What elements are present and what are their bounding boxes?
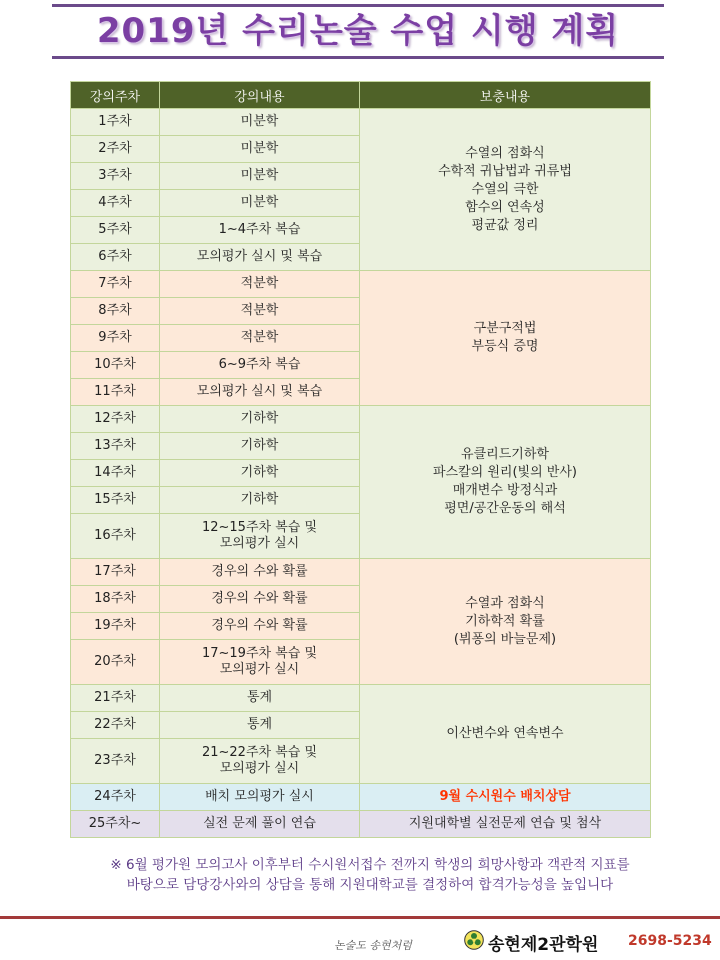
content-cell <box>160 613 360 640</box>
footnote-line-2: 바탕으로 담당강사와의 상담을 통해 지원대학교를 결정하여 합격가능성을 높입니다 <box>126 877 614 893</box>
week-cell: 9주차 <box>71 325 160 352</box>
supplement-line: 수열의 극한 <box>471 181 539 197</box>
content-line: 모의평가 실시 <box>219 761 300 776</box>
content-cell <box>160 433 360 460</box>
content-line: 모의평가 실시 <box>219 536 300 551</box>
supplement-cell <box>360 271 651 406</box>
content-cell <box>160 586 360 613</box>
content-line: 미분학 <box>240 195 279 210</box>
content-line: 적분학 <box>240 303 279 318</box>
content-line: 모의평가 실시 <box>219 662 300 677</box>
supplement-cell <box>360 406 651 559</box>
week-cell: 7주차 <box>71 271 160 298</box>
content-cell <box>160 640 360 685</box>
content-cell: 배치 모의평가 실시 <box>160 784 360 811</box>
table-header-row <box>71 82 651 109</box>
week-cell: 21주차 <box>71 685 160 712</box>
supplement-cell <box>360 685 651 784</box>
content-line: 21~22주차 복습 및 <box>201 745 318 760</box>
content-line: 미분학 <box>240 168 279 183</box>
schedule-table <box>70 81 651 838</box>
content-line: 6~9주차 복습 <box>218 357 301 372</box>
header-week: 강의주차 <box>71 82 160 109</box>
week-cell: 20주차 <box>71 640 160 685</box>
supplement-cell: 지원대학별 실전문제 연습 및 첨삭 <box>360 811 651 838</box>
header-supplement: 보충내용 <box>360 82 651 109</box>
footer-rule <box>0 916 720 919</box>
table-row-row25 <box>71 811 651 838</box>
content-cell <box>160 712 360 739</box>
content-cell <box>160 406 360 433</box>
footer <box>0 930 720 956</box>
content-line: 기하학 <box>240 411 279 426</box>
week-cell: 6주차 <box>71 244 160 271</box>
supplement-line: 이산변수와 연속변수 <box>446 726 564 741</box>
trefoil-emblem-icon <box>464 930 484 950</box>
footnote <box>40 855 700 895</box>
footer-brand: 송현제2관학원 <box>488 935 599 955</box>
title-banner <box>52 4 664 60</box>
week-cell: 1주차 <box>71 109 160 136</box>
content-line: 미분학 <box>240 114 279 129</box>
table-row-row24 <box>71 784 651 811</box>
week-cell: 25주차~ <box>71 811 160 838</box>
week-cell: 12주차 <box>71 406 160 433</box>
table-row <box>71 109 651 136</box>
content-cell <box>160 739 360 784</box>
content-cell <box>160 379 360 406</box>
week-cell: 18주차 <box>71 586 160 613</box>
week-cell: 16주차 <box>71 514 160 559</box>
content-line: 경우의 수와 확률 <box>211 564 308 579</box>
week-cell: 15주차 <box>71 487 160 514</box>
content-cell <box>160 271 360 298</box>
week-cell: 11주차 <box>71 379 160 406</box>
content-cell <box>160 487 360 514</box>
content-line: 적분학 <box>240 276 279 291</box>
content-line: 적분학 <box>240 330 279 345</box>
supplement-line: 구분구적법 <box>473 321 537 336</box>
week-cell: 13주차 <box>71 433 160 460</box>
supplement-line: 평면/공간운동의 해석 <box>444 501 566 516</box>
supplement-line: 함수의 연속성 <box>465 199 545 215</box>
content-cell <box>160 460 360 487</box>
content-line: 기하학 <box>240 492 279 507</box>
title-bottom-rule <box>52 56 664 59</box>
week-cell: 22주차 <box>71 712 160 739</box>
table-row <box>71 559 651 586</box>
week-cell: 5주차 <box>71 217 160 244</box>
content-cell <box>160 217 360 244</box>
content-cell <box>160 244 360 271</box>
supplement-line: 평균값 정리 <box>471 217 539 233</box>
content-line: 기하학 <box>240 465 279 480</box>
content-line: 모의평가 실시 및 복습 <box>196 249 323 264</box>
content-cell <box>160 685 360 712</box>
content-cell <box>160 352 360 379</box>
content-line: 기하학 <box>240 438 279 453</box>
table-row <box>71 685 651 712</box>
table-body <box>71 109 651 838</box>
supplement-line: 유클리드기하학 <box>461 447 549 462</box>
supplement-line: (뷔퐁의 바늘문제) <box>453 631 557 647</box>
content-line: 통계 <box>246 717 273 732</box>
week-cell: 2주차 <box>71 136 160 163</box>
week-cell: 4주차 <box>71 190 160 217</box>
week-cell: 8주차 <box>71 298 160 325</box>
content-cell <box>160 514 360 559</box>
content-line: 1~4주차 복습 <box>218 222 301 237</box>
table-row <box>71 271 651 298</box>
content-line: 미분학 <box>240 141 279 156</box>
supplement-cell <box>360 559 651 685</box>
footnote-line-1: ※ 6월 평가원 모의고사 이후부터 수시원서접수 전까지 학생의 희망사항과 객관적 지표를 <box>110 857 630 873</box>
content-cell <box>160 136 360 163</box>
content-cell <box>160 109 360 136</box>
supplement-cell: 9월 수시원수 배치상담 <box>360 784 651 811</box>
content-cell <box>160 559 360 586</box>
week-cell: 14주차 <box>71 460 160 487</box>
week-cell: 10주차 <box>71 352 160 379</box>
supplement-line: 수학적 귀납법과 귀류법 <box>438 163 572 179</box>
week-cell: 23주차 <box>71 739 160 784</box>
week-cell: 3주차 <box>71 163 160 190</box>
supplement-line: 수열의 점화식 <box>465 145 545 161</box>
week-cell: 17주차 <box>71 559 160 586</box>
supplement-line: 기하학적 확률 <box>465 613 545 629</box>
supplement-line: 파스칼의 원리(빛의 반사) <box>433 465 577 480</box>
content-cell <box>160 298 360 325</box>
footer-slogan: 논술도 송현처럼 <box>334 939 412 952</box>
content-cell <box>160 325 360 352</box>
content-cell <box>160 163 360 190</box>
week-cell: 24주차 <box>71 784 160 811</box>
content-line: 모의평가 실시 및 복습 <box>196 384 323 399</box>
supplement-line: 매개변수 방정식과 <box>452 483 558 498</box>
supplement-line: 수열과 점화식 <box>465 595 545 611</box>
content-line: 통계 <box>246 690 273 705</box>
content-line: 경우의 수와 확률 <box>211 591 308 606</box>
content-cell: 실전 문제 풀이 연습 <box>160 811 360 838</box>
content-line: 17~19주차 복습 및 <box>201 646 318 661</box>
week-cell: 19주차 <box>71 613 160 640</box>
content-line: 경우의 수와 확률 <box>211 618 308 633</box>
supplement-cell <box>360 109 651 271</box>
page-title: 2019년 수리논술 수업 시행 계획 <box>96 11 620 51</box>
supplement-line: 부등식 증명 <box>471 339 539 354</box>
footer-phone: 2698-5234 <box>628 933 712 949</box>
content-cell <box>160 190 360 217</box>
table-row <box>71 406 651 433</box>
header-content: 강의내용 <box>160 82 360 109</box>
content-line: 12~15주차 복습 및 <box>201 520 318 535</box>
